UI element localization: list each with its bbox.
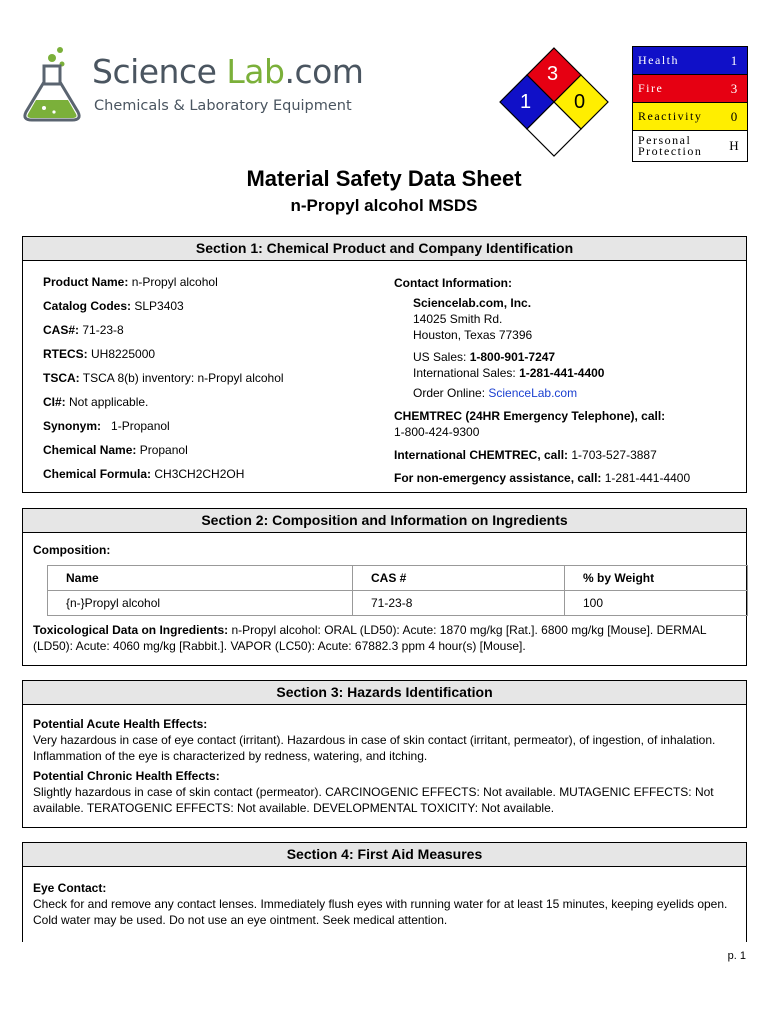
order-online: Order Online: ScienceLab.com <box>413 386 578 400</box>
intl-chemtrec: International CHEMTREC, call: 1-703-527-3887 <box>394 448 657 462</box>
field-row <box>43 395 284 419</box>
section-heading: Section 3: Hazards Identification <box>23 681 746 705</box>
hmis-value: 0 <box>730 108 738 124</box>
field-value: Propanol <box>136 443 188 457</box>
field-row <box>43 419 284 443</box>
field-value: UH8225000 <box>87 347 156 361</box>
hmis-protection-row <box>633 131 747 161</box>
hmis-health-row <box>633 47 747 75</box>
table-cell: {n-}Propyl alcohol <box>48 591 353 616</box>
logo-tagline: Chemicals & Laboratory Equipment <box>94 98 352 114</box>
hmis-label: Health <box>638 53 679 67</box>
composition-table <box>47 565 748 616</box>
hmis-value: H <box>729 138 739 153</box>
field-value: 71-23-8 <box>79 323 124 337</box>
sciencelab-link[interactable]: ScienceLab.com <box>488 386 578 400</box>
address-line: 14025 Smith Rd. <box>413 312 503 326</box>
field-label: Chemical Formula: <box>43 467 152 481</box>
field-row <box>43 371 284 395</box>
chemtrec-phone: 1-800-424-9300 <box>394 425 480 439</box>
chemtrec-label: CHEMTREC (24HR Emergency Telephone), call: <box>394 409 666 423</box>
section-2 <box>22 508 747 666</box>
hmis-rating-box <box>632 46 748 162</box>
table-cell: 100 <box>565 591 748 616</box>
nfpa-fire-value: 3 <box>547 63 559 85</box>
eye-contact: Eye Contact: Check for and remove any contact lenses. Immediately flush eyes with running water for at least 15 minutes, keeping eyelids open. Cold water may be used. Do not use an eye ointment. Seek medical attention. <box>33 881 728 927</box>
field-row <box>43 323 284 347</box>
section-heading: Section 2: Composition and Information on Ingredients <box>23 509 746 533</box>
table-cell: 71-23-8 <box>353 591 565 616</box>
us-sales: US Sales: 1-800-901-7247 <box>413 350 556 364</box>
section-heading: Section 1: Chemical Product and Company Identification <box>23 237 746 261</box>
field-label: CAS#: <box>43 323 80 337</box>
field-row <box>43 299 284 323</box>
hmis-fire-row <box>633 75 747 103</box>
section-3 <box>22 680 747 828</box>
acute-effects: Potential Acute Health Effects: Very hazardous in case of eye contact (irritant). Hazardous in case of skin contact (irritant, permeator), of ingestion, of inhalation. Inflammation of the eye is characterized by redness, watering, and itching. <box>33 717 716 763</box>
hmis-label: Reactivity <box>638 109 703 123</box>
field-value: TSCA 8(b) inventory: n-Propyl alcohol <box>79 371 284 385</box>
field-label: Chemical Name: <box>43 443 137 457</box>
intl-sales: International Sales: 1-281-441-4400 <box>413 366 605 380</box>
address-line: Houston, Texas 77396 <box>413 328 533 342</box>
field-row <box>43 275 284 299</box>
field-label: TSCA: <box>43 371 80 385</box>
hmis-label: Fire <box>638 81 664 95</box>
nfpa-reactivity-value: 0 <box>574 91 586 113</box>
field-value: SLP3403 <box>131 299 184 313</box>
table-header: CAS # <box>353 566 565 591</box>
document-subtitle: n-Propyl alcohol MSDS <box>290 196 478 215</box>
field-value: Not applicable. <box>65 395 149 409</box>
nonemergency: For non-emergency assistance, call: 1-281-441-4400 <box>394 471 691 485</box>
table-header: % by Weight <box>565 566 748 591</box>
table-header: Name <box>48 566 353 591</box>
hmis-value: 1 <box>730 52 738 68</box>
contact-info <box>394 275 690 486</box>
field-label: Synonym: <box>43 419 102 433</box>
field-value: n-Propyl alcohol <box>128 275 218 289</box>
flask-icon <box>18 46 88 124</box>
chronic-effects: Potential Chronic Health Effects: Slightly hazardous in case of skin contact (permeator). CARCINOGENIC EFFECTS: Not available. MUTAGENIC EFFECTS: Not available. TERATOGENIC EFFECTS: Not available. DEVELOPMENTAL TOXICITY: Not available. <box>33 769 714 815</box>
page-number: p. 1 <box>727 950 746 962</box>
section-4 <box>22 842 747 942</box>
contact-heading: Contact Information: <box>394 276 512 290</box>
hmis-value: 3 <box>730 80 738 96</box>
company-name: Sciencelab.com, Inc. <box>413 296 532 310</box>
table-row <box>48 591 748 616</box>
field-label: Product Name: <box>43 275 129 289</box>
composition-label: Composition: <box>33 543 111 557</box>
logo-name: Science Lab.com <box>92 52 364 91</box>
field-row <box>43 443 284 467</box>
nfpa-health-value: 1 <box>520 91 532 113</box>
field-row <box>43 347 284 371</box>
product-fields <box>43 275 284 491</box>
field-value: CH3CH2CH2OH <box>151 467 245 481</box>
sciencelab-logo <box>18 46 364 126</box>
section-heading: Section 4: First Aid Measures <box>23 843 746 867</box>
document-title: Material Safety Data Sheet <box>246 166 522 191</box>
field-value: 1-Propanol <box>101 419 170 433</box>
hmis-label: Personal Protection <box>638 133 703 158</box>
table-header-row <box>48 566 748 591</box>
field-row <box>43 467 284 491</box>
nfpa-diamond <box>498 46 610 158</box>
field-label: RTECS: <box>43 347 88 361</box>
field-label: CI#: <box>43 395 66 409</box>
section-1 <box>22 236 747 493</box>
toxicological-data: Toxicological Data on Ingredients: n-Propyl alcohol: ORAL (LD50): Acute: 1870 mg/kg [Rat.]. 6800 mg/kg [Mouse]. DERMAL (LD50): Acute: 4060 mg/kg [Rabbit.]. VAPOR (LC50): Acute: 67882.3 ppm 4 hour(s) [Mouse]. <box>33 623 707 653</box>
hmis-reactivity-row <box>633 103 747 131</box>
field-label: Catalog Codes: <box>43 299 132 313</box>
